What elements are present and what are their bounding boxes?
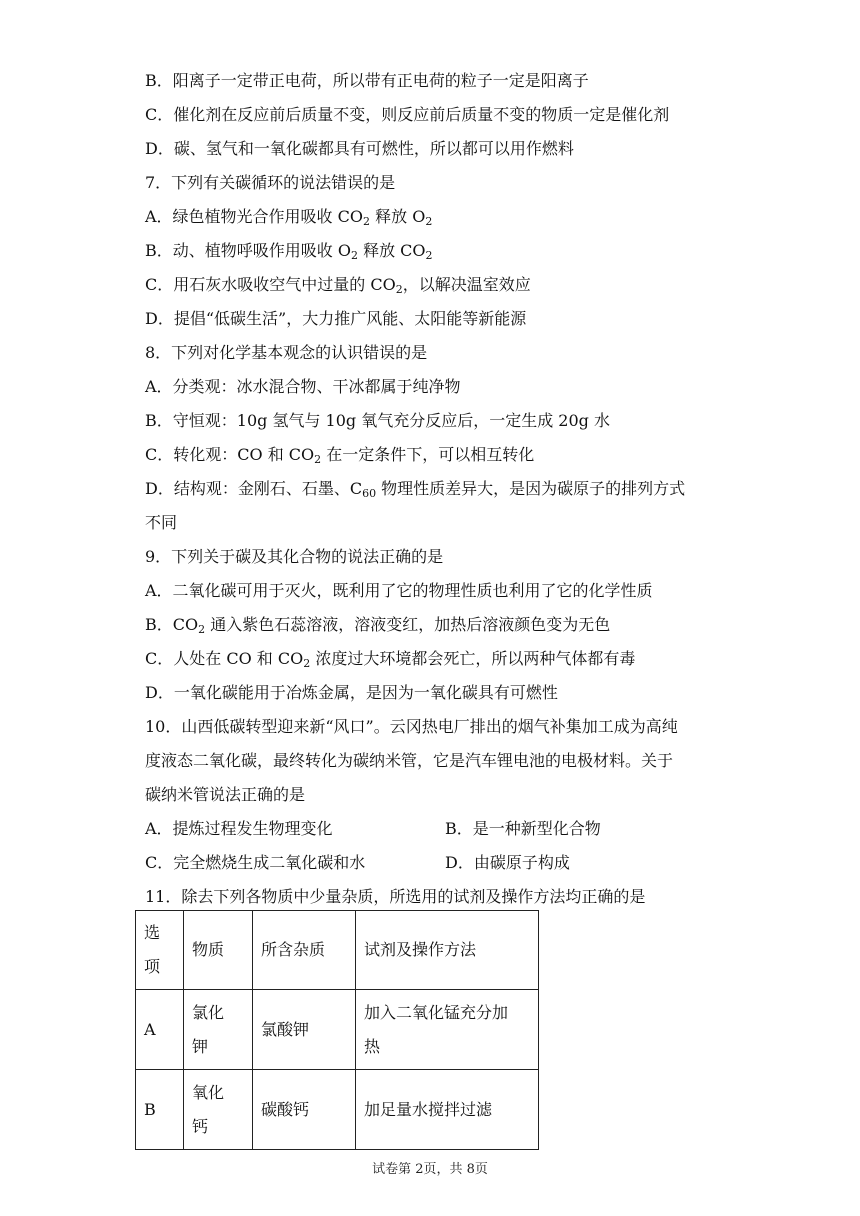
- header-cell: 物质: [184, 911, 253, 990]
- q7-option-d: D．提倡“低碳生活”，大力推广风能、太阳能等新能源: [145, 309, 527, 328]
- q10-stem-2: 度液态二氧化碳，最终转化为碳纳米管，它是汽车锂电池的电极材料。关于: [145, 751, 674, 770]
- table-cell: 氧化 钙: [184, 1070, 253, 1150]
- table-row: [136, 990, 539, 1070]
- table-cell: 加入二氧化锰充分加 热: [356, 990, 539, 1070]
- q11-stem: 11．除去下列各物质中少量杂质，所选用的试剂及操作方法均正确的是: [145, 887, 646, 906]
- q7-option-a: A．绿色植物光合作用吸收 $CO_2$ 释放 $O_2$: [145, 207, 433, 228]
- header-cell: 所含杂质: [253, 911, 356, 990]
- q8-option-d-cont: 不同: [145, 513, 178, 532]
- q9-option-d: D．一氧化碳能用于冶炼金属，是因为一氧化碳具有可燃性: [145, 683, 558, 702]
- q10-stem-3: 碳纳米管说法正确的是: [145, 785, 306, 804]
- header-cell: 选 项: [136, 911, 184, 990]
- q9-option-a: A．二氧化碳可用于灭火，既利用了它的物理性质也利用了它的化学性质: [145, 581, 653, 600]
- q7-stem: 7．下列有关碳循环的说法错误的是: [145, 173, 396, 192]
- q11-table: [135, 910, 539, 1150]
- table-cell: 氯酸钾: [253, 990, 356, 1070]
- q10-option-c: C．完全燃烧生成二氧化碳和水: [145, 853, 366, 872]
- q10-option-a: A．提炼过程发生物理变化: [145, 819, 333, 838]
- q8-option-a: A．分类观：冰水混合物、干冰都属于纯净物: [145, 377, 461, 396]
- header-cell: 试剂及操作方法: [356, 911, 539, 990]
- q9-stem: 9．下列关于碳及其化合物的说法正确的是: [145, 547, 444, 566]
- q8-option-d: D．结构观：金刚石、石墨、$C_{60}$ 物理性质差异大，是因为碳原子的排列方式: [145, 479, 686, 500]
- q9-option-b: B．$CO_2$ 通入紫色石蕊溶液，溶液变红，加热后溶液颜色变为无色: [145, 615, 611, 636]
- q9-option-c: C．人处在 CO 和 $CO_2$ 浓度过大环境都会死亡，所以两种气体都有毒: [145, 649, 636, 670]
- q10-options-row1: [145, 818, 333, 840]
- q10-stem-1: 10．山西低碳转型迎来新“风口”。云冈热电厂排出的烟气补集加工成为高纯: [145, 717, 678, 736]
- table-cell: B: [136, 1070, 184, 1150]
- q7-option-b: B．动、植物呼吸作用吸收 $O_2$ 释放 $CO_2$: [145, 241, 433, 262]
- q7-option-c: C．用石灰水吸收空气中过量的 $CO_2$，以解决温室效应: [145, 275, 531, 296]
- page-footer: 试卷第 2页，共 8页: [372, 1162, 488, 1177]
- q8-stem: 8．下列对化学基本观念的认识错误的是: [145, 343, 428, 362]
- table-cell: 氯化 钾: [184, 990, 253, 1070]
- q6-option-d: D．碳、氢气和一氧化碳都具有可燃性，所以都可以用作燃料: [145, 139, 574, 158]
- q10-option-d: D．由碳原子构成: [445, 853, 570, 872]
- table-cell: 加足量水搅拌过滤: [356, 1070, 539, 1150]
- table-row: [136, 1070, 539, 1150]
- q8-option-b: B．守恒观：10g 氢气与 10g 氧气充分反应后，一定生成 20g 水: [145, 411, 610, 430]
- q10-option-b: B．是一种新型化合物: [445, 819, 601, 838]
- table-cell: 碳酸钙: [253, 1070, 356, 1150]
- q6-option-b: B．阳离子一定带正电荷，所以带有正电荷的粒子一定是阳离子: [145, 71, 589, 90]
- q8-option-c: C．转化观：CO 和 $CO_2$ 在一定条件下，可以相互转化: [145, 445, 535, 466]
- q6-option-c: C．催化剂在反应前后质量不变，则反应前后质量不变的物质一定是催化剂: [145, 105, 670, 124]
- table-header-row: [136, 911, 539, 990]
- table-cell: A: [136, 990, 184, 1070]
